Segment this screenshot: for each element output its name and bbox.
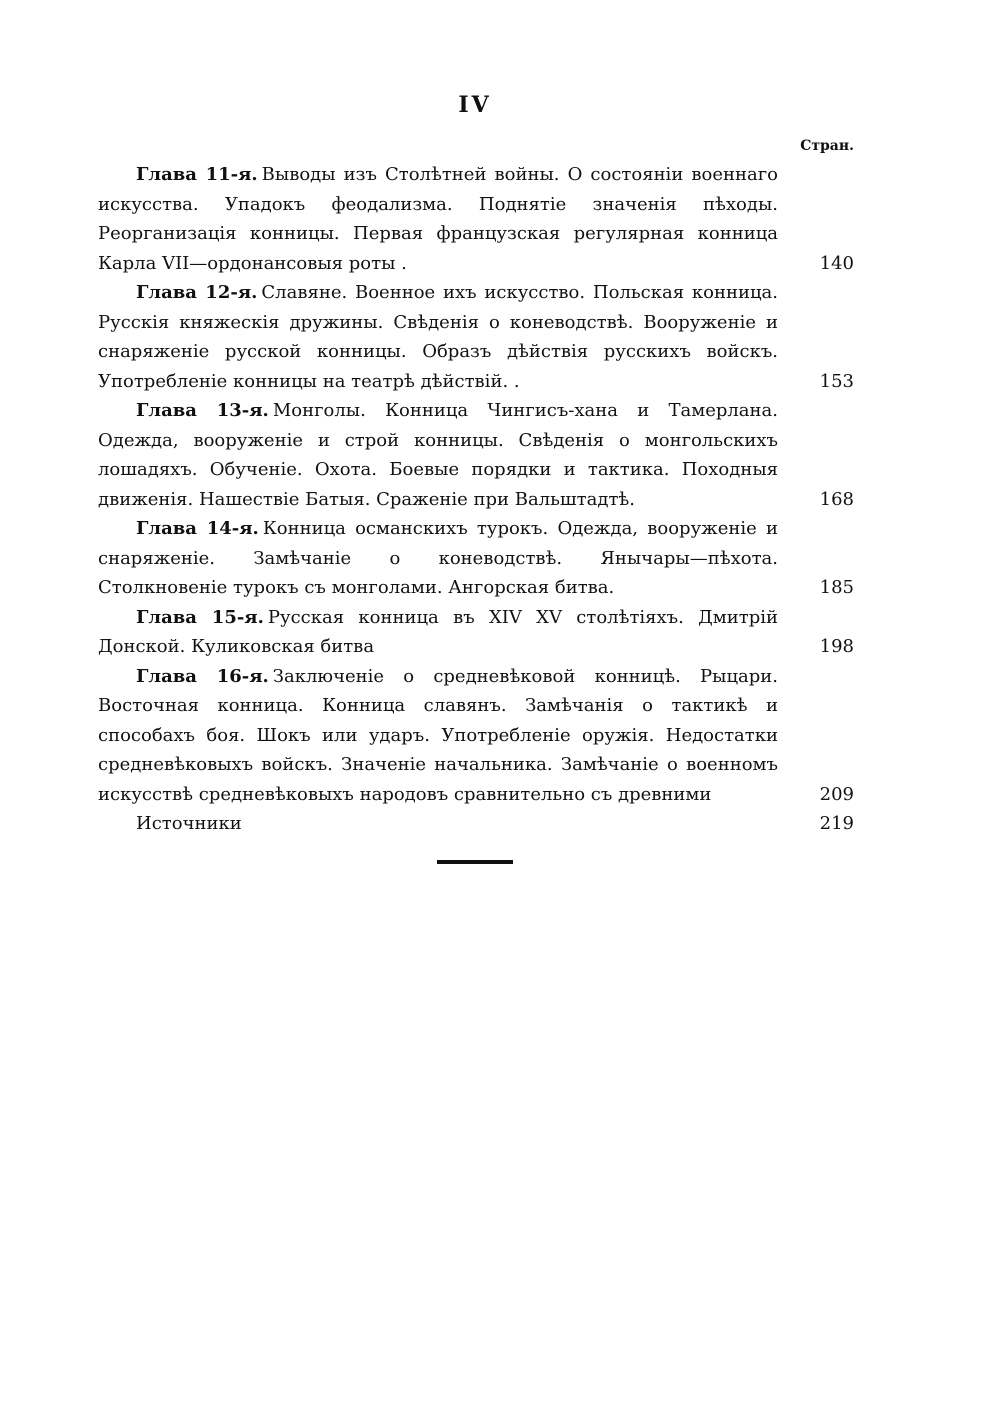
chapter-label: Глава 12-я.: [136, 282, 258, 303]
page-ref: 153: [819, 370, 854, 392]
end-rule-divider: [437, 860, 513, 864]
toc-entry: [98, 514, 854, 603]
sources-label: Источники: [136, 813, 242, 834]
chapter-label: Глава 15-я.: [136, 606, 264, 628]
chapter-label: Глава 16-я.: [136, 665, 269, 687]
page-ref: 198: [819, 636, 854, 657]
chapter-description: Русская конница въ XIV XV столѣтіяхъ. Дмитрій Донской. Куликовская битва: [98, 606, 778, 657]
chapter-description: Славяне. Военное ихъ искусство. Польская конница. Русскія княжескія дружины. Свѣденія о коневодствѣ. Вооруженіе и снаряженіе русской конницы. Образъ дѣйствія русскихъ войскъ. Употребленіе конницы на театрѣ дѣйствій. .: [98, 282, 779, 392]
chapter-label: Глава 14-я.: [136, 518, 259, 539]
toc-entry: [98, 662, 854, 810]
chapter-description: Выводы изъ Столѣтней войны. О состояніи военнаго искусства. Упадокъ феодализма. Поднятіе значенія пѣходы. Реорганизація конницы. Первая французская регулярная конница Карла VII—ордонансовыя роты .: [98, 164, 778, 274]
page-ref: 185: [819, 577, 854, 598]
page-ref: 168: [819, 488, 854, 510]
toc-entry: [98, 396, 854, 514]
page-number: IV: [458, 92, 492, 118]
table-of-contents: [98, 160, 854, 839]
page-ref: 140: [819, 252, 854, 274]
chapter-description: Монголы. Конница Чингисъ-хана и Тамерлана. Одежда, вооруженіе и строй конницы. Свѣденія о монгольскихъ лошадяхъ. Обученіе. Охота. Боевые порядки и тактика. Походныя движенія. Нашествіе Батыя. Сраженіе при Вальштадтѣ.: [98, 400, 778, 510]
toc-entry: [98, 278, 854, 396]
page-ref: 219: [819, 813, 854, 834]
chapter-label: Глава 11-я.: [136, 164, 258, 185]
chapter-description: Конница османскихъ турокъ. Одежда, вооруженіе и снаряженіе. Замѣчаніе о коневодствѣ. Янычары—пѣхота. Столкновеніе турокъ съ монголами. Ангорская битва.: [98, 518, 778, 598]
toc-entry-sources: [98, 809, 854, 839]
page-ref: 209: [819, 783, 854, 805]
toc-entry: [98, 160, 854, 278]
page-column-label: Стран.: [800, 138, 854, 154]
chapter-description: Заключеніе о средневѣковой конницѣ. Рыцари. Восточная конница. Конница славянъ. Замѣчанія о тактикѣ и способахъ боя. Шокъ или ударъ. Употребленіе оружія. Недостатки средневѣковыхъ войскъ. Значеніе начальника. Замѣчаніе о военномъ искусствѣ средневѣковыхъ народовъ сравнительно съ древними: [98, 665, 778, 805]
chapter-label: Глава 13-я.: [136, 400, 269, 421]
toc-entry: [98, 603, 854, 662]
